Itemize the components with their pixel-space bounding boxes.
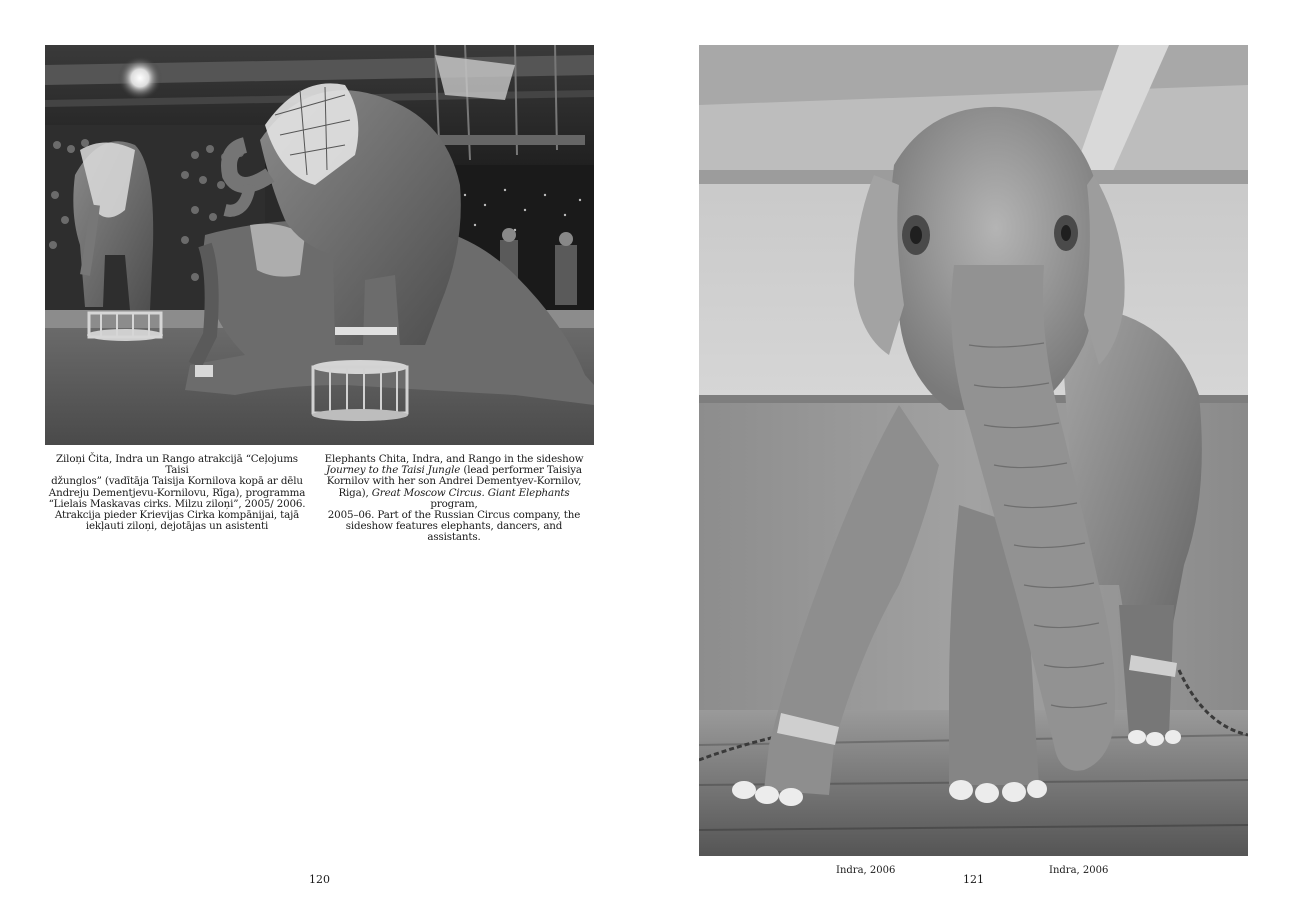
caption-latvian	[46, 454, 308, 532]
page-number-right: 121	[963, 873, 984, 886]
caption-lv-line: džunglos” (vadītāja Taisija Kornilova kopā ar dēlu	[51, 475, 303, 488]
caption-en-sideshow-title: Journey to the Taisi Jungle	[326, 464, 461, 477]
photo-caption-right: Indra, 2006	[1049, 865, 1109, 876]
caption-en-line: Elephants Chita, Indra, and Rango in the sideshow	[324, 453, 584, 465]
caption-lv-line: iekļauti ziloņi, dejotājas un asistenti	[85, 520, 269, 533]
caption-en-line: Kornilov with her son Andrei Dementyev-Kornilov,	[326, 475, 582, 488]
caption-en-line: Riga),	[338, 486, 372, 499]
caption-lv-line: Atrakcija pieder Krievijas Cirka kompānijai, tajā	[54, 509, 300, 522]
caption-en-line: program,	[430, 497, 478, 510]
circus-elephants-photo	[45, 45, 594, 445]
caption-en-line: sideshow features elephants, dancers, and assistants.	[345, 520, 563, 544]
indra-elephant-photo	[699, 45, 1248, 856]
caption-lv-line: “Lielais Maskavas cirks. Milzu ziloņi”, 2005/ 2006.	[48, 497, 306, 510]
caption-en-program-title: Great Moscow Circus. Giant Elephants	[371, 486, 570, 499]
caption-lv-line: Andreju Dementjevu-Kornilovu, Rīga), programma	[48, 486, 306, 499]
caption-english	[323, 454, 585, 544]
right-page	[646, 0, 1292, 913]
caption-en-line: (lead performer Taisiya	[460, 464, 582, 477]
photo-caption-left: Indra, 2006	[836, 865, 896, 876]
page-number-left: 120	[309, 873, 330, 886]
caption-lv-line: Ziloņi Čita, Indra un Rango atrakcijā “Ceļojums Taisi	[56, 453, 298, 477]
caption-en-line: 2005–06. Part of the Russian Circus company, the	[327, 509, 581, 522]
